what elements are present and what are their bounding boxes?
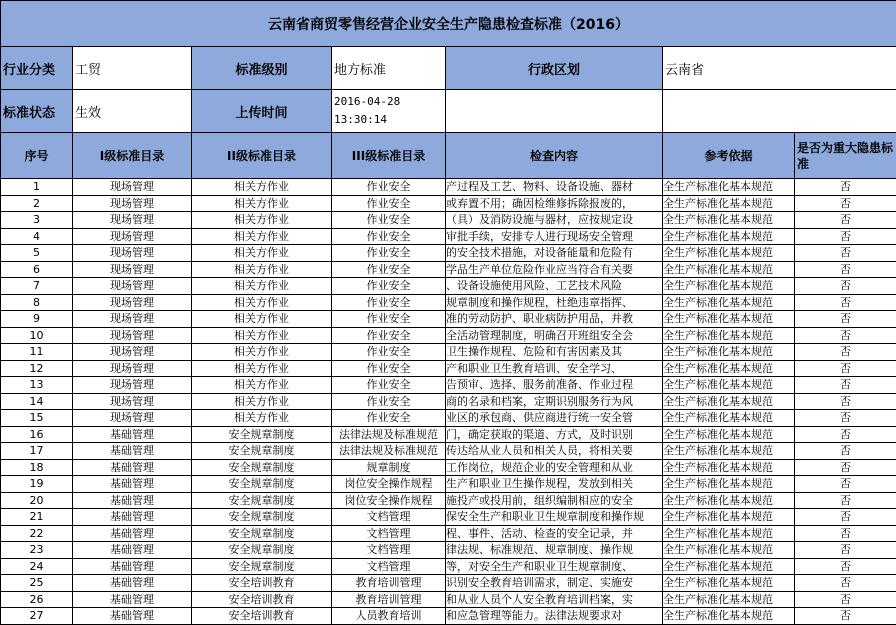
cell-major-hazard[interactable]: 否 bbox=[795, 311, 896, 328]
cell-level1[interactable]: 基础管理 bbox=[73, 459, 192, 476]
cell-basis[interactable]: 全生产标准化基本规范 bbox=[663, 344, 795, 361]
cell-content[interactable]: 和从业人员个人安全教育培训档案，实 bbox=[446, 591, 663, 608]
cell-basis[interactable]: 全生产标准化基本规范 bbox=[663, 476, 795, 493]
cell-major-hazard[interactable]: 否 bbox=[795, 327, 896, 344]
cell-basis[interactable]: 全生产标准化基本规范 bbox=[663, 360, 795, 377]
cell-level1[interactable]: 基础管理 bbox=[73, 492, 192, 509]
cell-level3[interactable]: 作业安全 bbox=[332, 212, 446, 229]
level-value[interactable]: 地方标准 bbox=[332, 47, 446, 90]
sheet-title: 云南省商贸零售经营企业安全生产隐患检查标准（2016） bbox=[1, 1, 896, 47]
cell-major-hazard[interactable]: 否 bbox=[795, 542, 896, 559]
cell-basis[interactable]: 全生产标准化基本规范 bbox=[663, 575, 795, 592]
cell-content[interactable]: 等，对安全生产和职业卫生规章制度、 bbox=[446, 558, 663, 575]
cell-index[interactable]: 5 bbox=[1, 245, 73, 262]
cell-level3[interactable]: 作业安全 bbox=[332, 195, 446, 212]
table-row[interactable] bbox=[1, 476, 896, 493]
cell-major-hazard[interactable]: 否 bbox=[795, 476, 896, 493]
table-row[interactable] bbox=[1, 261, 896, 278]
cell-major-hazard[interactable]: 否 bbox=[795, 245, 896, 262]
table-row[interactable] bbox=[1, 608, 896, 625]
table-row[interactable] bbox=[1, 327, 896, 344]
cell-level2[interactable]: 相关方作业 bbox=[192, 294, 332, 311]
cell-major-hazard[interactable]: 否 bbox=[795, 360, 896, 377]
col-header-level3: III级标准目录 bbox=[332, 133, 446, 179]
col-header-index: 序号 bbox=[1, 133, 73, 179]
cell-content[interactable]: 审批手续，安排专人进行现场安全管理 bbox=[446, 228, 663, 245]
cell-major-hazard[interactable]: 否 bbox=[795, 212, 896, 229]
cell-major-hazard[interactable]: 否 bbox=[795, 591, 896, 608]
cell-index[interactable]: 19 bbox=[1, 476, 73, 493]
cell-level3[interactable]: 作业安全 bbox=[332, 311, 446, 328]
table-row[interactable] bbox=[1, 179, 896, 196]
cell-content[interactable]: 规章制度和操作规程，杜绝违章指挥、 bbox=[446, 294, 663, 311]
cell-content[interactable]: 、设备设施使用风险、工艺技术风险 bbox=[446, 278, 663, 295]
cell-major-hazard[interactable]: 否 bbox=[795, 278, 896, 295]
cell-content[interactable]: 程、事件、活动、检查的安全记录，并 bbox=[446, 525, 663, 542]
table-row[interactable] bbox=[1, 360, 896, 377]
cell-basis[interactable]: 全生产标准化基本规范 bbox=[663, 228, 795, 245]
cell-level3[interactable]: 教育培训管理 bbox=[332, 575, 446, 592]
cell-level1[interactable]: 现场管理 bbox=[73, 360, 192, 377]
cell-level2[interactable]: 安全培训教育 bbox=[192, 608, 332, 625]
cell-major-hazard[interactable]: 否 bbox=[795, 525, 896, 542]
cell-major-hazard[interactable]: 否 bbox=[795, 261, 896, 278]
cell-basis[interactable]: 全生产标准化基本规范 bbox=[663, 278, 795, 295]
cell-level1[interactable]: 基础管理 bbox=[73, 443, 192, 460]
cell-level3[interactable]: 作业安全 bbox=[332, 344, 446, 361]
cell-major-hazard[interactable]: 否 bbox=[795, 575, 896, 592]
cell-content[interactable]: 的安全技术措施，对设备能量和危险有 bbox=[446, 245, 663, 262]
upload-label: 上传时间 bbox=[192, 90, 332, 133]
cell-level1[interactable]: 现场管理 bbox=[73, 294, 192, 311]
cell-level1[interactable]: 现场管理 bbox=[73, 261, 192, 278]
cell-basis[interactable]: 全生产标准化基本规范 bbox=[663, 212, 795, 229]
cell-level3[interactable]: 人员教育培训 bbox=[332, 608, 446, 625]
empty-cell[interactable] bbox=[446, 90, 663, 133]
cell-index[interactable]: 2 bbox=[1, 195, 73, 212]
status-value[interactable]: 生效 bbox=[73, 90, 192, 133]
industry-label: 行业分类 bbox=[1, 47, 73, 90]
cell-level1[interactable]: 基础管理 bbox=[73, 509, 192, 526]
cell-index[interactable]: 6 bbox=[1, 261, 73, 278]
cell-content[interactable]: 律法规、标准规范、规章制度、操作规 bbox=[446, 542, 663, 559]
cell-basis[interactable]: 全生产标准化基本规范 bbox=[663, 327, 795, 344]
cell-level1[interactable]: 基础管理 bbox=[73, 542, 192, 559]
cell-level1[interactable]: 现场管理 bbox=[73, 228, 192, 245]
cell-index[interactable]: 20 bbox=[1, 492, 73, 509]
cell-major-hazard[interactable]: 否 bbox=[795, 377, 896, 394]
table-row[interactable] bbox=[1, 377, 896, 394]
cell-level2[interactable]: 安全规章制度 bbox=[192, 542, 332, 559]
cell-basis[interactable]: 全生产标准化基本规范 bbox=[663, 245, 795, 262]
cell-index[interactable]: 23 bbox=[1, 542, 73, 559]
cell-index[interactable]: 26 bbox=[1, 591, 73, 608]
cell-major-hazard[interactable]: 否 bbox=[795, 558, 896, 575]
cell-content[interactable]: 或弃置不用；确因检维修拆除报废的， bbox=[446, 195, 663, 212]
cell-index[interactable]: 1 bbox=[1, 179, 73, 196]
cell-level3[interactable]: 法律法规及标准规范 bbox=[332, 426, 446, 443]
cell-basis[interactable]: 全生产标准化基本规范 bbox=[663, 393, 795, 410]
cell-level3[interactable]: 作业安全 bbox=[332, 228, 446, 245]
upload-value[interactable]: 2016-04-28 13:30:14 bbox=[332, 90, 446, 133]
cell-index[interactable]: 12 bbox=[1, 360, 73, 377]
cell-level2[interactable]: 安全培训教育 bbox=[192, 591, 332, 608]
cell-index[interactable]: 17 bbox=[1, 443, 73, 460]
cell-level1[interactable]: 现场管理 bbox=[73, 344, 192, 361]
cell-major-hazard[interactable]: 否 bbox=[795, 443, 896, 460]
cell-level1[interactable]: 基础管理 bbox=[73, 426, 192, 443]
cell-major-hazard[interactable]: 否 bbox=[795, 410, 896, 427]
cell-major-hazard[interactable]: 否 bbox=[795, 608, 896, 625]
table-row[interactable] bbox=[1, 575, 896, 592]
cell-level3[interactable]: 教育培训管理 bbox=[332, 591, 446, 608]
cell-basis[interactable]: 全生产标准化基本规范 bbox=[663, 558, 795, 575]
cell-content[interactable]: 施投产或投用前，组织编制相应的安全 bbox=[446, 492, 663, 509]
cell-basis[interactable]: 全生产标准化基本规范 bbox=[663, 542, 795, 559]
cell-level1[interactable]: 现场管理 bbox=[73, 245, 192, 262]
col-header-level1: I级标准目录 bbox=[73, 133, 192, 179]
cell-level2[interactable]: 安全规章制度 bbox=[192, 492, 332, 509]
cell-level2[interactable]: 相关方作业 bbox=[192, 245, 332, 262]
cell-level1[interactable]: 基础管理 bbox=[73, 608, 192, 625]
cell-level1[interactable]: 现场管理 bbox=[73, 327, 192, 344]
cell-major-hazard[interactable]: 否 bbox=[795, 179, 896, 196]
cell-level2[interactable]: 安全规章制度 bbox=[192, 525, 332, 542]
cell-level2[interactable]: 安全规章制度 bbox=[192, 426, 332, 443]
cell-basis[interactable]: 全生产标准化基本规范 bbox=[663, 426, 795, 443]
cell-level3[interactable]: 规章制度 bbox=[332, 459, 446, 476]
cell-basis[interactable]: 全生产标准化基本规范 bbox=[663, 195, 795, 212]
region-label: 行政区划 bbox=[446, 47, 663, 90]
cell-level2[interactable]: 安全规章制度 bbox=[192, 558, 332, 575]
cell-basis[interactable]: 全生产标准化基本规范 bbox=[663, 261, 795, 278]
cell-level3[interactable]: 作业安全 bbox=[332, 261, 446, 278]
cell-level2[interactable]: 相关方作业 bbox=[192, 410, 332, 427]
table-row[interactable] bbox=[1, 459, 896, 476]
cell-major-hazard[interactable]: 否 bbox=[795, 509, 896, 526]
cell-level3[interactable]: 作业安全 bbox=[332, 278, 446, 295]
cell-level2[interactable]: 相关方作业 bbox=[192, 179, 332, 196]
table-row[interactable] bbox=[1, 558, 896, 575]
cell-level1[interactable]: 现场管理 bbox=[73, 377, 192, 394]
cell-level1[interactable]: 现场管理 bbox=[73, 195, 192, 212]
cell-level2[interactable]: 相关方作业 bbox=[192, 212, 332, 229]
cell-level2[interactable]: 相关方作业 bbox=[192, 311, 332, 328]
cell-level2[interactable]: 相关方作业 bbox=[192, 228, 332, 245]
table-row[interactable] bbox=[1, 492, 896, 509]
cell-basis[interactable]: 全生产标准化基本规范 bbox=[663, 608, 795, 625]
cell-content[interactable]: 产过程及工艺、物料、设备设施、器材 bbox=[446, 179, 663, 196]
cell-level3[interactable]: 作业安全 bbox=[332, 377, 446, 394]
cell-major-hazard[interactable]: 否 bbox=[795, 426, 896, 443]
cell-content[interactable]: 工作岗位，规范企业的安全管理和从业 bbox=[446, 459, 663, 476]
table-row[interactable] bbox=[1, 509, 896, 526]
cell-index[interactable]: 16 bbox=[1, 426, 73, 443]
cell-index[interactable]: 14 bbox=[1, 393, 73, 410]
col-header-content: 检查内容 bbox=[446, 133, 663, 179]
cell-index[interactable]: 15 bbox=[1, 410, 73, 427]
cell-level3[interactable]: 作业安全 bbox=[332, 327, 446, 344]
table-row[interactable] bbox=[1, 591, 896, 608]
cell-index[interactable]: 27 bbox=[1, 608, 73, 625]
cell-content[interactable]: 和应急管理等能力。法律法规要求对 bbox=[446, 608, 663, 625]
table-row[interactable] bbox=[1, 525, 896, 542]
cell-index[interactable]: 25 bbox=[1, 575, 73, 592]
cell-content[interactable]: 告预审、选择、服务前准备、作业过程 bbox=[446, 377, 663, 394]
cell-level3[interactable]: 文档管理 bbox=[332, 542, 446, 559]
cell-level1[interactable]: 基础管理 bbox=[73, 591, 192, 608]
cell-content[interactable]: 产和职业卫生教育培训、安全学习、 bbox=[446, 360, 663, 377]
cell-level1[interactable]: 现场管理 bbox=[73, 393, 192, 410]
cell-level1[interactable]: 基础管理 bbox=[73, 525, 192, 542]
cell-major-hazard[interactable]: 否 bbox=[795, 492, 896, 509]
cell-index[interactable]: 10 bbox=[1, 327, 73, 344]
table-row[interactable] bbox=[1, 542, 896, 559]
column-header-row bbox=[1, 133, 896, 179]
region-value[interactable]: 云南省 bbox=[663, 47, 896, 90]
table-row[interactable] bbox=[1, 228, 896, 245]
cell-content[interactable]: 业区的承包商、供应商进行统一安全管 bbox=[446, 410, 663, 427]
cell-level3[interactable]: 作业安全 bbox=[332, 393, 446, 410]
cell-level3[interactable]: 文档管理 bbox=[332, 558, 446, 575]
cell-level3[interactable]: 作业安全 bbox=[332, 360, 446, 377]
table-row[interactable] bbox=[1, 410, 896, 427]
cell-level1[interactable]: 基础管理 bbox=[73, 558, 192, 575]
table-row[interactable] bbox=[1, 294, 896, 311]
cell-level2[interactable]: 相关方作业 bbox=[192, 278, 332, 295]
cell-level1[interactable]: 现场管理 bbox=[73, 410, 192, 427]
cell-level2[interactable]: 安全规章制度 bbox=[192, 443, 332, 460]
cell-level3[interactable]: 作业安全 bbox=[332, 294, 446, 311]
cell-content[interactable]: （具）及消防设施与器材，应按规定设 bbox=[446, 212, 663, 229]
cell-index[interactable]: 7 bbox=[1, 278, 73, 295]
cell-index[interactable]: 18 bbox=[1, 459, 73, 476]
cell-basis[interactable]: 全生产标准化基本规范 bbox=[663, 179, 795, 196]
cell-content[interactable]: 传达给从业人员和相关人员，将相关要 bbox=[446, 443, 663, 460]
cell-basis[interactable]: 全生产标准化基本规范 bbox=[663, 591, 795, 608]
cell-level1[interactable]: 基础管理 bbox=[73, 575, 192, 592]
table-row[interactable] bbox=[1, 278, 896, 295]
cell-content[interactable]: 全活动管理制度，明确召开班组安全会 bbox=[446, 327, 663, 344]
cell-index[interactable]: 11 bbox=[1, 344, 73, 361]
industry-value[interactable]: 工贸 bbox=[73, 47, 192, 90]
cell-major-hazard[interactable]: 否 bbox=[795, 344, 896, 361]
cell-level3[interactable]: 文档管理 bbox=[332, 525, 446, 542]
cell-basis[interactable]: 全生产标准化基本规范 bbox=[663, 377, 795, 394]
cell-major-hazard[interactable]: 否 bbox=[795, 195, 896, 212]
cell-level3[interactable]: 作业安全 bbox=[332, 410, 446, 427]
col-header-major-hazard: 是否为重大隐患标准 bbox=[795, 133, 896, 179]
table-row[interactable] bbox=[1, 443, 896, 460]
cell-index[interactable]: 4 bbox=[1, 228, 73, 245]
cell-major-hazard[interactable]: 否 bbox=[795, 393, 896, 410]
cell-level1[interactable]: 现场管理 bbox=[73, 278, 192, 295]
cell-level3[interactable]: 文档管理 bbox=[332, 509, 446, 526]
cell-basis[interactable]: 全生产标准化基本规范 bbox=[663, 525, 795, 542]
cell-level1[interactable]: 现场管理 bbox=[73, 212, 192, 229]
cell-index[interactable]: 9 bbox=[1, 311, 73, 328]
cell-content[interactable]: 生产和职业卫生操作规程，发放到相关 bbox=[446, 476, 663, 493]
cell-basis[interactable]: 全生产标准化基本规范 bbox=[663, 443, 795, 460]
cell-basis[interactable]: 全生产标准化基本规范 bbox=[663, 459, 795, 476]
empty-cell[interactable] bbox=[663, 90, 896, 133]
cell-content[interactable]: 门，确定获取的渠道、方式，及时识别 bbox=[446, 426, 663, 443]
cell-level2[interactable]: 安全规章制度 bbox=[192, 476, 332, 493]
table-row[interactable] bbox=[1, 426, 896, 443]
cell-level2[interactable]: 安全培训教育 bbox=[192, 575, 332, 592]
table-row[interactable] bbox=[1, 212, 896, 229]
cell-level2[interactable]: 安全规章制度 bbox=[192, 509, 332, 526]
status-label: 标准状态 bbox=[1, 90, 73, 133]
cell-major-hazard[interactable]: 否 bbox=[795, 459, 896, 476]
cell-content[interactable]: 学品生产单位危险作业应当符合有关要 bbox=[446, 261, 663, 278]
cell-level1[interactable]: 基础管理 bbox=[73, 476, 192, 493]
table-row[interactable] bbox=[1, 344, 896, 361]
cell-level1[interactable]: 现场管理 bbox=[73, 311, 192, 328]
cell-index[interactable]: 3 bbox=[1, 212, 73, 229]
cell-level2[interactable]: 相关方作业 bbox=[192, 261, 332, 278]
table-row[interactable] bbox=[1, 311, 896, 328]
level-label: 标准级别 bbox=[192, 47, 332, 90]
col-header-level2: II级标准目录 bbox=[192, 133, 332, 179]
cell-level3[interactable]: 法律法规及标准规范 bbox=[332, 443, 446, 460]
cell-index[interactable]: 24 bbox=[1, 558, 73, 575]
cell-index[interactable]: 8 bbox=[1, 294, 73, 311]
cell-basis[interactable]: 全生产标准化基本规范 bbox=[663, 294, 795, 311]
cell-index[interactable]: 13 bbox=[1, 377, 73, 394]
cell-basis[interactable]: 全生产标准化基本规范 bbox=[663, 311, 795, 328]
cell-level2[interactable]: 相关方作业 bbox=[192, 393, 332, 410]
cell-level1[interactable]: 现场管理 bbox=[73, 179, 192, 196]
cell-level3[interactable]: 岗位安全操作规程 bbox=[332, 492, 446, 509]
table-row[interactable] bbox=[1, 245, 896, 262]
cell-major-hazard[interactable]: 否 bbox=[795, 228, 896, 245]
cell-content[interactable]: 卫生操作规程、危险和有害因素及其 bbox=[446, 344, 663, 361]
cell-basis[interactable]: 全生产标准化基本规范 bbox=[663, 492, 795, 509]
cell-index[interactable]: 22 bbox=[1, 525, 73, 542]
cell-level3[interactable]: 作业安全 bbox=[332, 179, 446, 196]
cell-content[interactable]: 商的名录和档案，定期识别服务行为风 bbox=[446, 393, 663, 410]
cell-basis[interactable]: 全生产标准化基本规范 bbox=[663, 509, 795, 526]
cell-level2[interactable]: 相关方作业 bbox=[192, 327, 332, 344]
cell-content[interactable]: 准的劳动防护、职业病防护用品，并教 bbox=[446, 311, 663, 328]
table-row[interactable] bbox=[1, 195, 896, 212]
cell-level3[interactable]: 作业安全 bbox=[332, 245, 446, 262]
cell-content[interactable]: 保安全生产和职业卫生规章制度和操作规 bbox=[446, 509, 663, 526]
cell-level2[interactable]: 相关方作业 bbox=[192, 344, 332, 361]
cell-index[interactable]: 21 bbox=[1, 509, 73, 526]
cell-level2[interactable]: 相关方作业 bbox=[192, 360, 332, 377]
cell-major-hazard[interactable]: 否 bbox=[795, 294, 896, 311]
col-header-basis: 参考依据 bbox=[663, 133, 795, 179]
cell-level2[interactable]: 相关方作业 bbox=[192, 377, 332, 394]
cell-level2[interactable]: 相关方作业 bbox=[192, 195, 332, 212]
cell-level3[interactable]: 岗位安全操作规程 bbox=[332, 476, 446, 493]
cell-basis[interactable]: 全生产标准化基本规范 bbox=[663, 410, 795, 427]
cell-content[interactable]: 识别安全教育培训需求，制定、实施安 bbox=[446, 575, 663, 592]
cell-level2[interactable]: 安全规章制度 bbox=[192, 459, 332, 476]
table-row[interactable] bbox=[1, 393, 896, 410]
table-body bbox=[1, 179, 896, 625]
